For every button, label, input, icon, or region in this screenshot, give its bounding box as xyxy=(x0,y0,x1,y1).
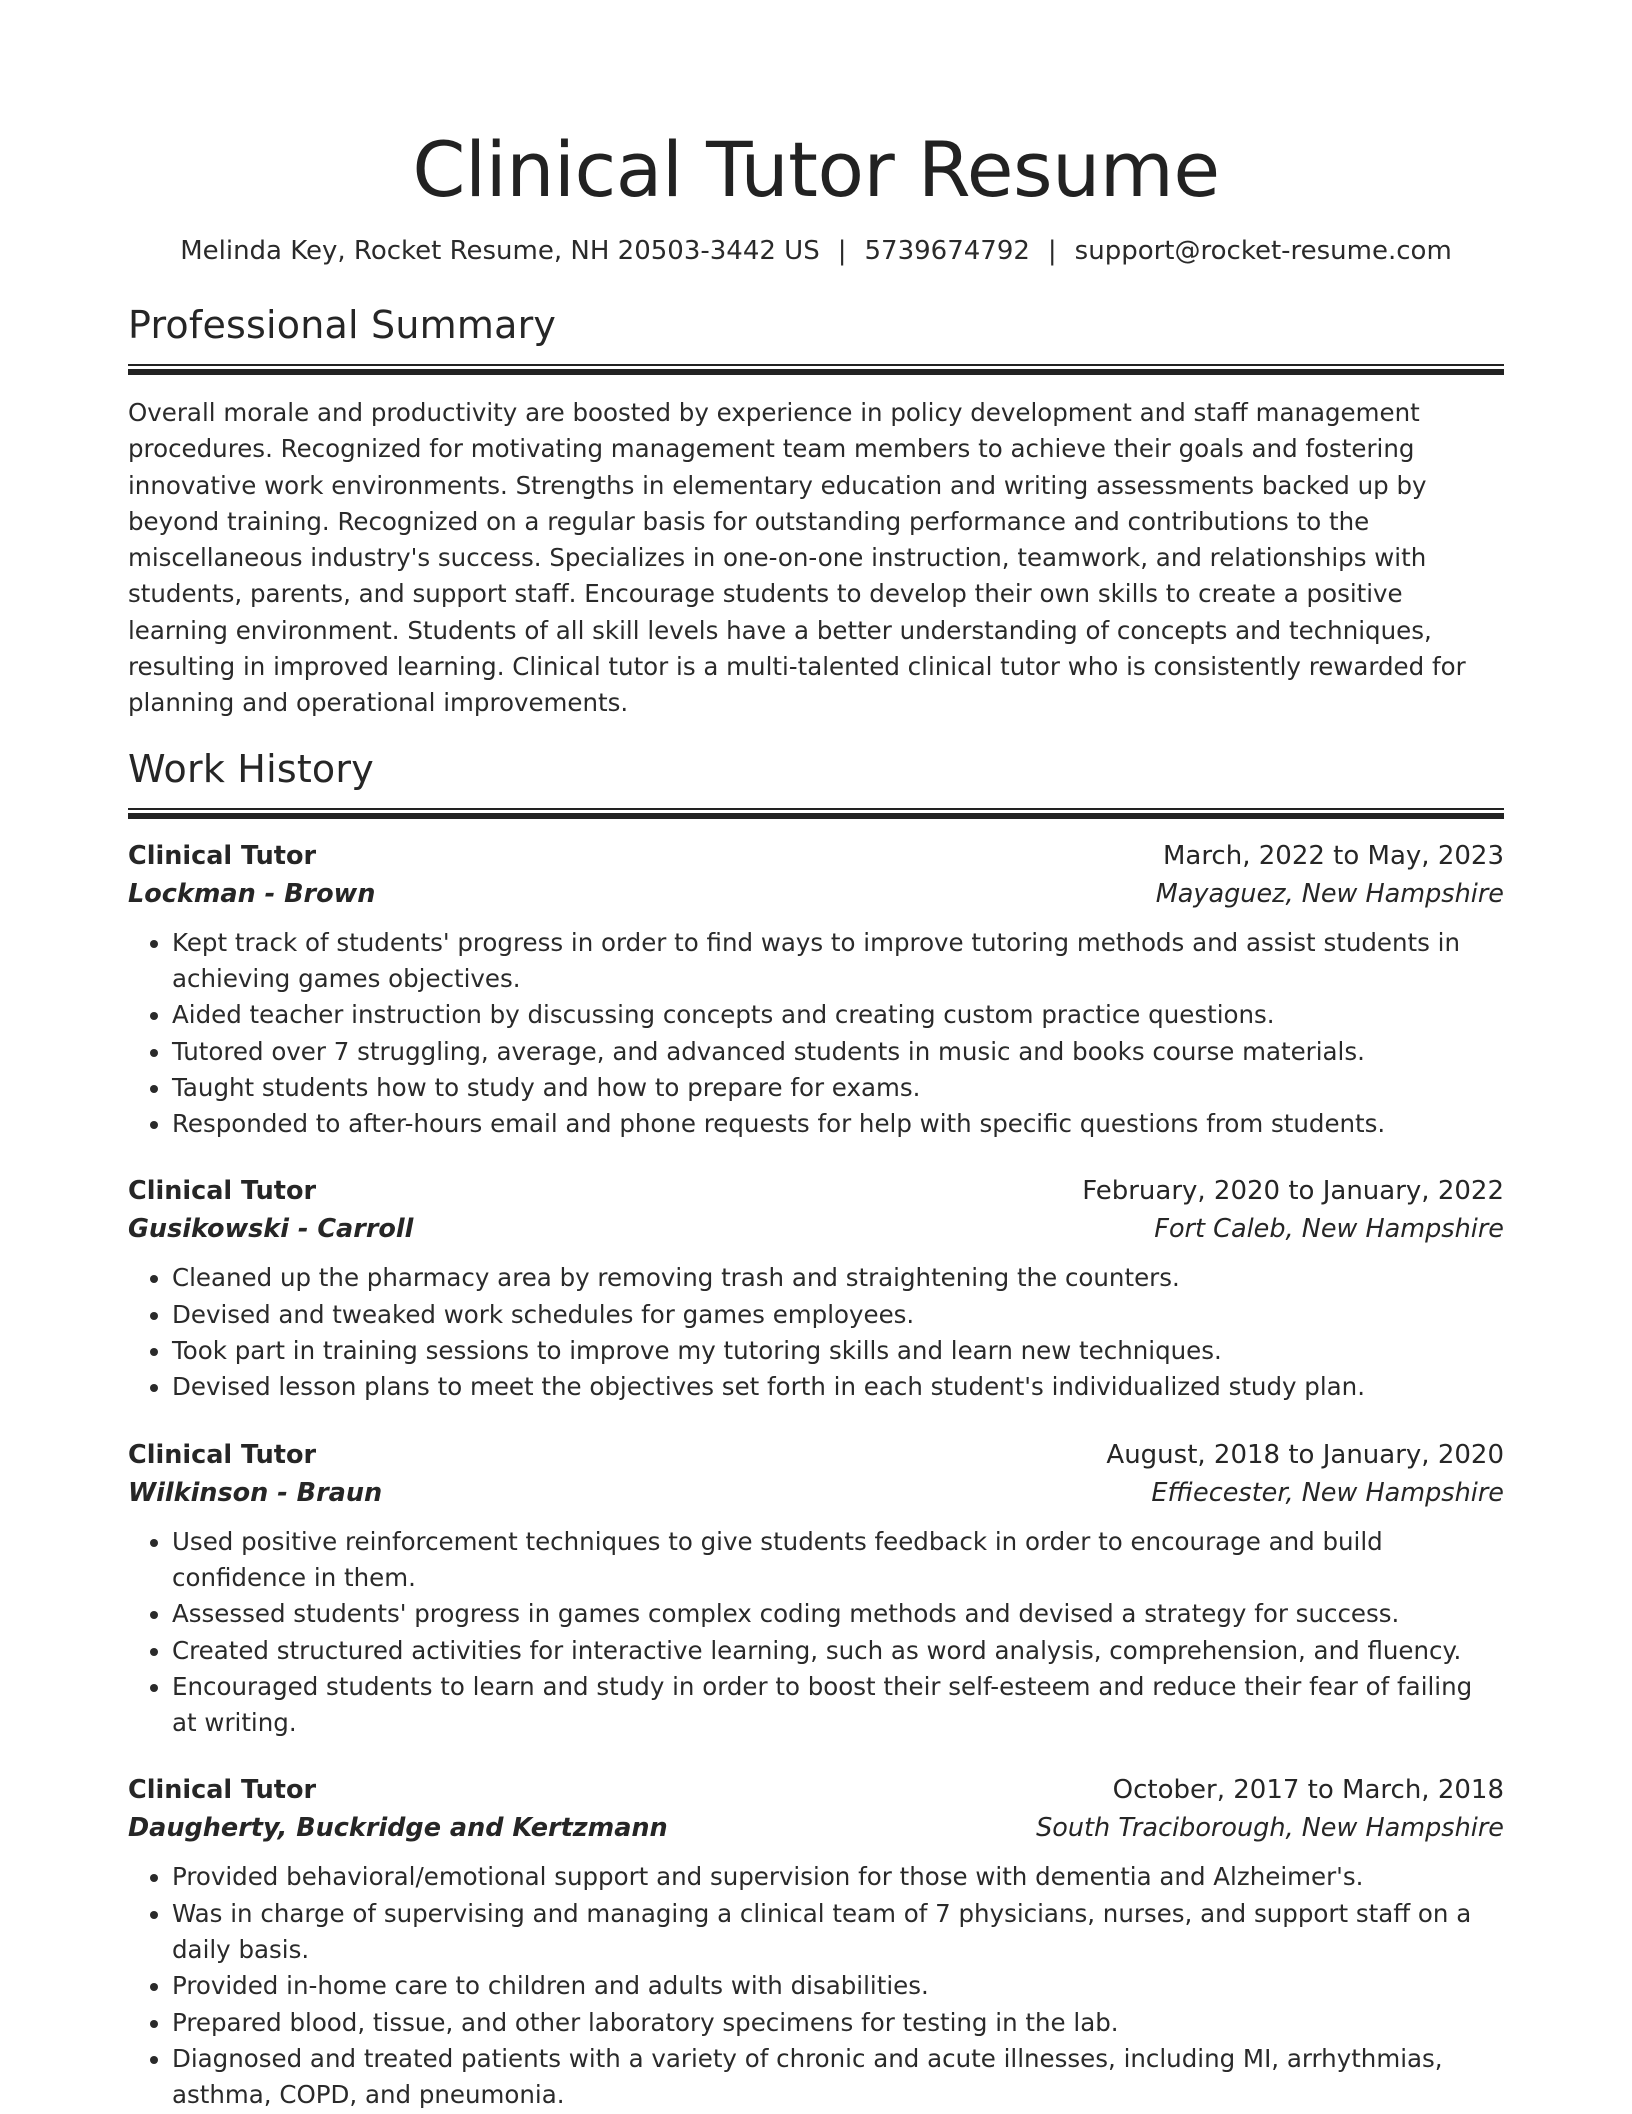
job-company: Daugherty, Buckridge and Kertzmann xyxy=(128,1813,668,1844)
job-bullet: • Responded to after-hours email and phone requests for help with specific questions from students. xyxy=(172,1106,1504,1142)
job-bullet-list xyxy=(128,1260,1504,1405)
job-company: Lockman - Brown xyxy=(128,878,376,909)
job-bullet: • Provided in-home care to children and adults with disabilities. xyxy=(172,1968,1504,2004)
job-dates: October, 2017 to March, 2018 xyxy=(1112,1775,1504,1806)
page-title: Clinical Tutor Resume xyxy=(412,125,1220,214)
job-bullet: • Tutored over 7 struggling, average, and advanced students in music and books course materials. xyxy=(172,1034,1504,1070)
job-company: Wilkinson - Braun xyxy=(128,1477,383,1508)
job-company-row xyxy=(128,1474,1504,1512)
job-dates: August, 2018 to January, 2020 xyxy=(1106,1439,1504,1470)
job-title: Clinical Tutor xyxy=(128,1775,317,1806)
contact-separator: | xyxy=(837,236,847,266)
job-dates: March, 2022 to May, 2023 xyxy=(1162,840,1504,871)
job-bullet: • Diagnosed and treated patients with a variety of chronic and acute illnesses, including MI, arrhythmias, asthma, COPD, and pneumonia. xyxy=(172,2041,1504,2114)
job-bullet-list xyxy=(128,1524,1504,1742)
job-location: Fort Caleb, New Hampshire xyxy=(1154,1214,1504,1245)
job-location: Effiecester, New Hampshire xyxy=(1151,1477,1504,1508)
job-title: Clinical Tutor xyxy=(128,840,317,871)
job-company-row xyxy=(128,875,1504,913)
job-location: South Traciborough, New Hampshire xyxy=(1036,1813,1504,1844)
job-bullet: • Taught students how to study and how to prepare for exams. xyxy=(172,1070,1504,1106)
job-bullet: • Encouraged students to learn and study in order to boost their self-esteem and reduce their fear of failing at writing. xyxy=(172,1669,1504,1742)
job-bullet: • Devised lesson plans to meet the objectives set forth in each student's individualized study plan. xyxy=(172,1369,1504,1405)
summary-text: Overall morale and productivity are boosted by experience in policy development and staff management procedures. Recognized for motivating management team members to achieve their goals and fostering innovative work environments. Strengths in elementary education and writing assessments backed up by beyond training. Recognized on a regular basis for outstanding performance and contributions to the miscellaneous industry's success. Specializes in one-on-one instruction, teamwork, and relationships with students, parents, and support staff. Encourage students to develop their own skills to create a positive learning environment. Students of all skill levels have a better understanding of concepts and techniques, resulting in improved learning. Clinical tutor is a multi-talented clinical tutor who is consistently rewarded for planning and operational improvements. xyxy=(128,398,1466,718)
section-divider xyxy=(128,808,1504,819)
job-bullet: • Was in charge of supervising and managing a clinical team of 7 physicians, nurses, and support staff on a daily basis. xyxy=(172,1896,1504,1969)
work-history-section xyxy=(128,744,1504,2114)
job-bullet-list xyxy=(128,1859,1504,2113)
job-location: Mayaguez, New Hampshire xyxy=(1155,878,1504,909)
job-company-row xyxy=(128,1210,1504,1248)
contact-address: Melinda Key, Rocket Resume, NH 20503-3442 US xyxy=(180,236,820,266)
job-bullet: • Prepared blood, tissue, and other laboratory specimens for testing in the lab. xyxy=(172,2005,1504,2041)
job-title: Clinical Tutor xyxy=(128,1176,317,1207)
contact-email: support@rocket-resume.com xyxy=(1074,236,1452,266)
summary-heading: Professional Summary xyxy=(128,303,557,347)
contact-line xyxy=(128,234,1504,268)
job-company-row xyxy=(128,1809,1504,1847)
contact-phone: 5739674792 xyxy=(864,236,1030,266)
job-company: Gusikowski - Carroll xyxy=(128,1214,414,1245)
work-history-heading: Work History xyxy=(128,746,374,791)
contact-separator: | xyxy=(1047,236,1057,266)
job-bullet: • Provided behavioral/emotional support and supervision for those with dementia and Alzheimer's. xyxy=(172,1859,1504,1895)
job-entry xyxy=(128,1771,1504,2113)
job-header-row xyxy=(128,1172,1504,1210)
job-bullet: • Used positive reinforcement techniques to give students feedback in order to encourage and build confidence in them. xyxy=(172,1524,1504,1597)
job-header-row xyxy=(128,1436,1504,1474)
job-dates: February, 2020 to January, 2022 xyxy=(1082,1176,1504,1207)
job-bullet: • Devised and tweaked work schedules for games employees. xyxy=(172,1297,1504,1333)
section-divider xyxy=(128,364,1504,375)
job-header-row xyxy=(128,837,1504,875)
summary-section xyxy=(128,300,1504,722)
job-title: Clinical Tutor xyxy=(128,1439,317,1470)
job-bullet: • Created structured activities for interactive learning, such as word analysis, comprehension, and fluency. xyxy=(172,1633,1504,1669)
job-bullet: • Cleaned up the pharmacy area by removing trash and straightening the counters. xyxy=(172,1260,1504,1296)
job-bullet: • Took part in training sessions to improve my tutoring skills and learn new techniques. xyxy=(172,1333,1504,1369)
job-bullet: • Kept track of students' progress in order to find ways to improve tutoring methods and assist students in achieving games objectives. xyxy=(172,925,1504,998)
job-bullet: • Aided teacher instruction by discussing concepts and creating custom practice questions. xyxy=(172,997,1504,1033)
job-entry xyxy=(128,837,1504,1143)
job-header-row xyxy=(128,1771,1504,1809)
job-bullet: • Assessed students' progress in games complex coding methods and devised a strategy for success. xyxy=(172,1596,1504,1632)
job-entry xyxy=(128,1172,1504,1405)
job-entry xyxy=(128,1436,1504,1742)
job-bullet-list xyxy=(128,925,1504,1143)
